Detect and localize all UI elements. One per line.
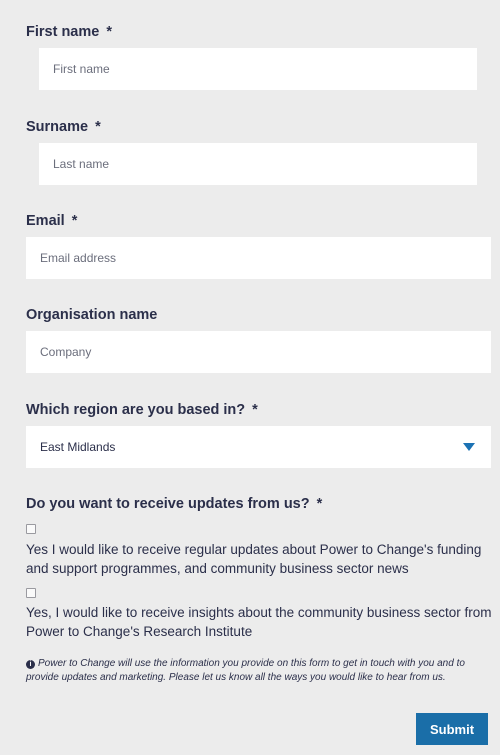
insights-option-label: Yes, I would like to receive insights about the community business sector from Power to Change's Research Institute (26, 605, 492, 639)
organisation-input[interactable] (40, 345, 477, 359)
info-icon: i (26, 660, 35, 669)
updates-checkbox[interactable] (26, 524, 36, 534)
required-marker: * (95, 119, 101, 135)
privacy-notice-text: Power to Change will use the information you provide on this form to get in touch with you and to provide updates and marketing. Please let us know all the ways you would like to hear from us. (26, 658, 465, 683)
required-marker: * (71, 213, 78, 229)
organisation-field[interactable] (26, 331, 491, 373)
insights-checkbox[interactable] (26, 588, 36, 598)
first-name-field[interactable] (39, 48, 477, 90)
email-input[interactable] (40, 251, 477, 265)
privacy-notice (26, 657, 482, 685)
submit-button[interactable]: Submit (416, 713, 488, 745)
email-field[interactable] (26, 237, 491, 279)
organisation-label: Organisation name (26, 307, 158, 323)
surname-field[interactable] (39, 143, 477, 185)
email-label: Email * (26, 213, 78, 229)
updates-label: Do you want to receive updates from us? * (26, 496, 323, 512)
required-marker: * (316, 496, 323, 512)
surname-label: Surname * (26, 119, 101, 135)
region-select[interactable] (26, 426, 491, 468)
required-marker: * (106, 24, 112, 40)
region-selected-value: East Midlands (40, 440, 116, 454)
chevron-down-icon[interactable] (463, 443, 475, 451)
first-name-input[interactable] (53, 62, 463, 76)
required-marker: * (252, 402, 258, 418)
updates-option-label: Yes I would like to receive regular updates about Power to Change's funding and support programmes, and community business sector news (26, 542, 482, 576)
first-name-label: First name * (26, 24, 112, 40)
region-label: Which region are you based in? * (26, 402, 258, 418)
surname-input[interactable] (53, 157, 463, 171)
